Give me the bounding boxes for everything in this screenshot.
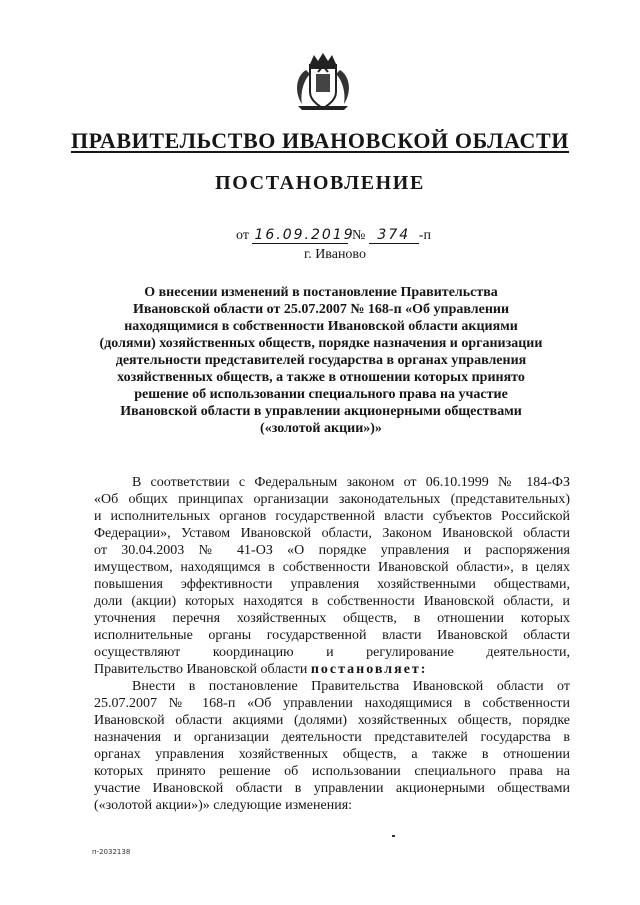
paragraph1-line: имуществом, находящимся в собственности Ивановской области», в целях (94, 560, 570, 575)
subject-line: (долями) хозяйственных обществ, порядке назначения и организации (99, 336, 543, 351)
subject-line: Ивановской области от 25.07.2007 № 168-п «Об управлении (132, 302, 510, 317)
paragraph2-line: которых принято решение об использовании специального права на (94, 764, 570, 779)
paragraph1-final-line (94, 661, 570, 678)
document-body (94, 474, 570, 814)
paragraph2-line: участие Ивановской области в управлении акционерными обществами (94, 781, 570, 796)
document-number-line (236, 228, 431, 244)
paragraph1-line: исполнительные органы государственной власти Ивановской области (94, 628, 570, 643)
paragraph2-line: Ивановской области акциями (долями) хозяйственных обществ, порядке (94, 713, 570, 728)
document-subject (88, 284, 554, 437)
footer-code: п-2032138 (92, 848, 131, 856)
paragraph2-line: («золотой акции»)» следующие изменения: (94, 798, 353, 813)
paragraph1-line: «Об общих принципах организации законодательных (представительных) (94, 492, 570, 507)
city: г. Иваново (304, 247, 366, 262)
document-type: ПОСТАНОВЛЕНИЕ (215, 172, 425, 194)
decree-word: постановляет: (310, 662, 428, 677)
number-suffix: -п (418, 228, 431, 243)
paragraph1-line: от 30.04.2003 № 41-ОЗ «О порядке управления и распоряжения (94, 543, 570, 558)
subject-line: решение об использовании специального права на участие (134, 387, 508, 402)
subject-line: находящимися в собственности Ивановской области акциями (124, 319, 518, 334)
document-date: 16.09.2019 (254, 227, 355, 243)
paragraph1-line: доли (акции) которых находятся в собственности Ивановской области, и (94, 594, 570, 609)
coat-of-arms-icon (292, 52, 354, 112)
document-number: 374 (369, 228, 419, 244)
paragraph1-line: уточнения перечня хозяйственных обществ, в отношении которых (94, 611, 570, 626)
number-prefix: № (351, 228, 366, 243)
paragraph2-line: Внести в постановление Правительства Ивановской области от (132, 679, 570, 694)
scan-dot (392, 835, 395, 837)
subject-line: хозяйственных обществ, а также в отношении которых принято (117, 370, 525, 385)
subject-line: деятельности представителей государства в органах управления (115, 353, 527, 368)
paragraph1-line: повышения эффективности управления хозяйственными обществами, (94, 577, 570, 592)
paragraph1-line: осуществляют координацию и регулирование деятельности, (94, 645, 570, 660)
paragraph2-line: органах управления хозяйственных обществ, а также в отношении (94, 747, 570, 762)
paragraph1-line: и исполнительных органов государственной власти субъектов Российской (94, 509, 570, 524)
paragraph1-line: Федерации», Уставом Ивановской области, Законом Ивановской области (94, 526, 570, 541)
subject-line: О внесении изменений в постановление Правительства (144, 285, 498, 300)
decree-subject: Правительство Ивановской области (94, 662, 308, 677)
paragraph2-line: 25.07.2007 № 168-п «Об управлении находящимися в собственности (94, 696, 570, 711)
government-name: ПРАВИТЕЛЬСТВО ИВАНОВСКОЙ ОБЛАСТИ (70, 128, 570, 153)
paragraph1-line: В соответствии с Федеральным законом от 06.10.1999 № 184-ФЗ (132, 475, 570, 490)
subject-line: Ивановской области в управлении акционерными обществами (120, 404, 522, 419)
paragraph2-line: назначения и организации деятельности представителей государства в (94, 730, 570, 745)
subject-line: («золотой акции»)» (260, 421, 382, 436)
date-prefix: от (236, 228, 249, 243)
